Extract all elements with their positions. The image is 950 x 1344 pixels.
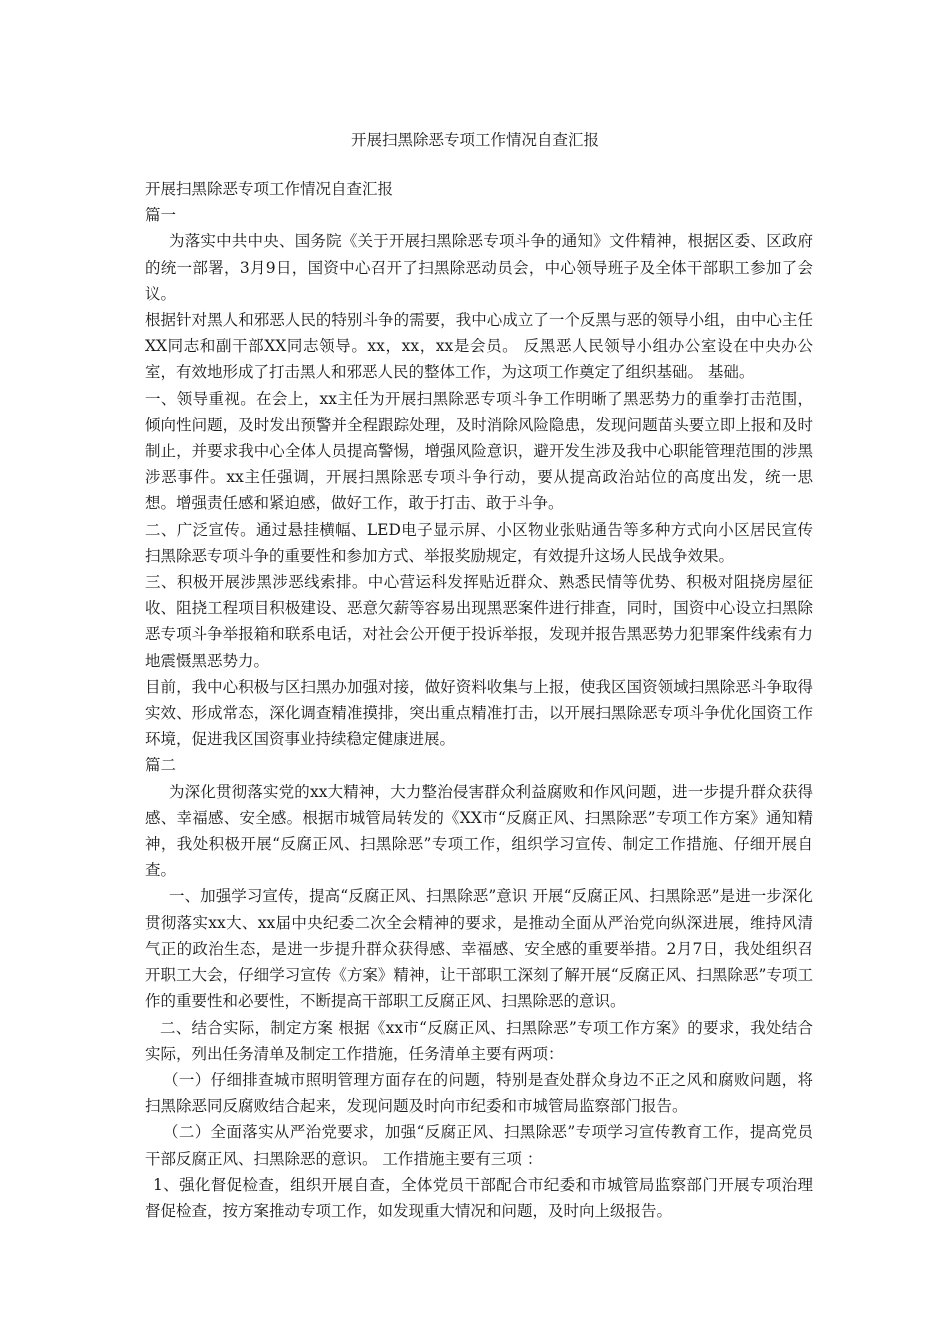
paragraph-subtitle: 开展扫黑除恶专项工作情况自查汇报 <box>145 180 394 198</box>
paragraph: 三、积极开展涉黑涉恶线索排。中心营运科发挥贴近群众、熟悉民情等优势、积极对阻挠房屋征收、阻挠工程项目积极建设、恶意欠薪等容易出现黑恶案件进行排查，同时，国资中心设立扫黑除恶专项斗争举报箱和联系电话，对社会公开便于投诉举报，发现并报告黑恶势力犯罪案件线索有力地震慑黑恶势力。 <box>145 573 813 670</box>
paragraph: 为深化贯彻落实党的xx大精神，大力整治侵害群众利益腐败和作风问题，进一步提升群众获得感、幸福感、安全感。根据市城管局转发的《XX市“反腐正风、扫黑除恶”专项工作方案》通知精神，我处积极开展“反腐正风、扫黑除恶”专项工作，组织学习宣传、制定工作措施、仔细开展自查。 <box>145 782 813 880</box>
paragraph: 一、加强学习宣传，提高“反腐正风、扫黑除恶”意识 开展“反腐正风、扫黑除恶”是进一步深化贯彻落实xx大、xx届中央纪委二次全会精神的要求，是推动全面从严治党向纵深进展，维持风清气正的政治生态，是进一步提升群众获得感、幸福感、安全感的重要举措。2月7日，我处组织召开职工大会，仔细学习宣传《方案》精神，让干部职工深刻了解开展“反腐正风、扫黑除恶”专项工作的重要性和必要性，不断提高干部职工反腐正风、扫黑除恶的意识。 <box>145 887 813 1011</box>
paragraph: （二）全面落实从严治党要求，加强“反腐正风、扫黑除恶”专项学习宣传教育工作，提高党员干部反腐正风、扫黑除恶的意识。 工作措施主要有三项 ： <box>145 1123 813 1168</box>
document-title: 开展扫黑除恶专项工作情况自查汇报 <box>350 131 599 149</box>
paragraph: 根据针对黑人和邪恶人民的特别斗争的需要，我中心成立了一个反黑与恶的领导小组，由中心主任XX同志和副干部XX同志领导。xx，xx，xx是会员。 反黑恶人民领导小组办公室设在中央办公室，有效地形成了打击黑人和邪恶人民的整体工作，为这项工作奠定了组织基础。 基础。 <box>145 311 813 382</box>
paragraph: 目前，我中心积极与区扫黑办加强对接，做好资料收集与上报，使我区国资领域扫黑除恶斗争取得实效、形成常态，深化调查精准摸排，突出重点精准打击，以开展扫黑除恶专项斗争优化国资工作环境，促进我区国资事业持续稳定健康进展。 <box>145 677 813 749</box>
paragraph: （一）仔细排查城市照明管理方面存在的问题，特别是查处群众身边不正之风和腐败问题，将扫黑除恶同反腐败结合起来，发现问题及时向市纪委和市城管局监察部门报告。 <box>145 1070 813 1116</box>
paragraph: 为落实中共中央、国务院《关于开展扫黑除恶专项斗争的通知》文件精神，根据区委、区政府的统一部署，3月9日，国资中心召开了扫黑除恶动员会，中心领导班子及全体干部职工参加了会议。 <box>145 232 813 303</box>
document-body <box>145 176 813 1224</box>
section-heading-part-one: 篇一 <box>145 206 177 225</box>
paragraph: 一、领导重视。在会上，xx主任为开展扫黑除恶专项斗争工作明晰了黑恶势力的重拳打击范围，倾向性问题，及时发出预警并全程跟踪处理，及时消除风险隐患，发现问题苗头要立即上报和及时制止，并要求我中心全体人员提高警惕，增强风险意识，避开发生涉及我中心职能管理范围的涉黑涉恶事件。xx主任强调，开展扫黑除恶专项斗争行动，要从提高政治站位的高度出发，统一思想。增强责任感和紧迫感，做好工作，敢于打击、敢于斗争。 <box>145 389 813 513</box>
paragraph: 二、结合实际，制定方案 根据《xx市“反腐正风、扫黑除恶”专项工作方案》的要求，我处结合实际，列出任务清单及制定工作措施，任务清单主要有两项： <box>145 1018 813 1063</box>
section-heading-part-two: 篇二 <box>145 756 177 775</box>
paragraph: 二、广泛宣传。通过悬挂横幅、LED电子显示屏、小区物业张贴通告等多种方式向小区居民宣传扫黑除恶专项斗争的重要性和参加方式、举报奖励规定，有效提升这场人民战争效果。 <box>145 520 813 565</box>
paragraph: 1、强化督促检查，组织开展自查，全体党员干部配合市纪委和市城管局监察部门开展专项治理督促检查，按方案推动专项工作，如发现重大情况和问题，及时向上级报告。 <box>145 1175 813 1220</box>
